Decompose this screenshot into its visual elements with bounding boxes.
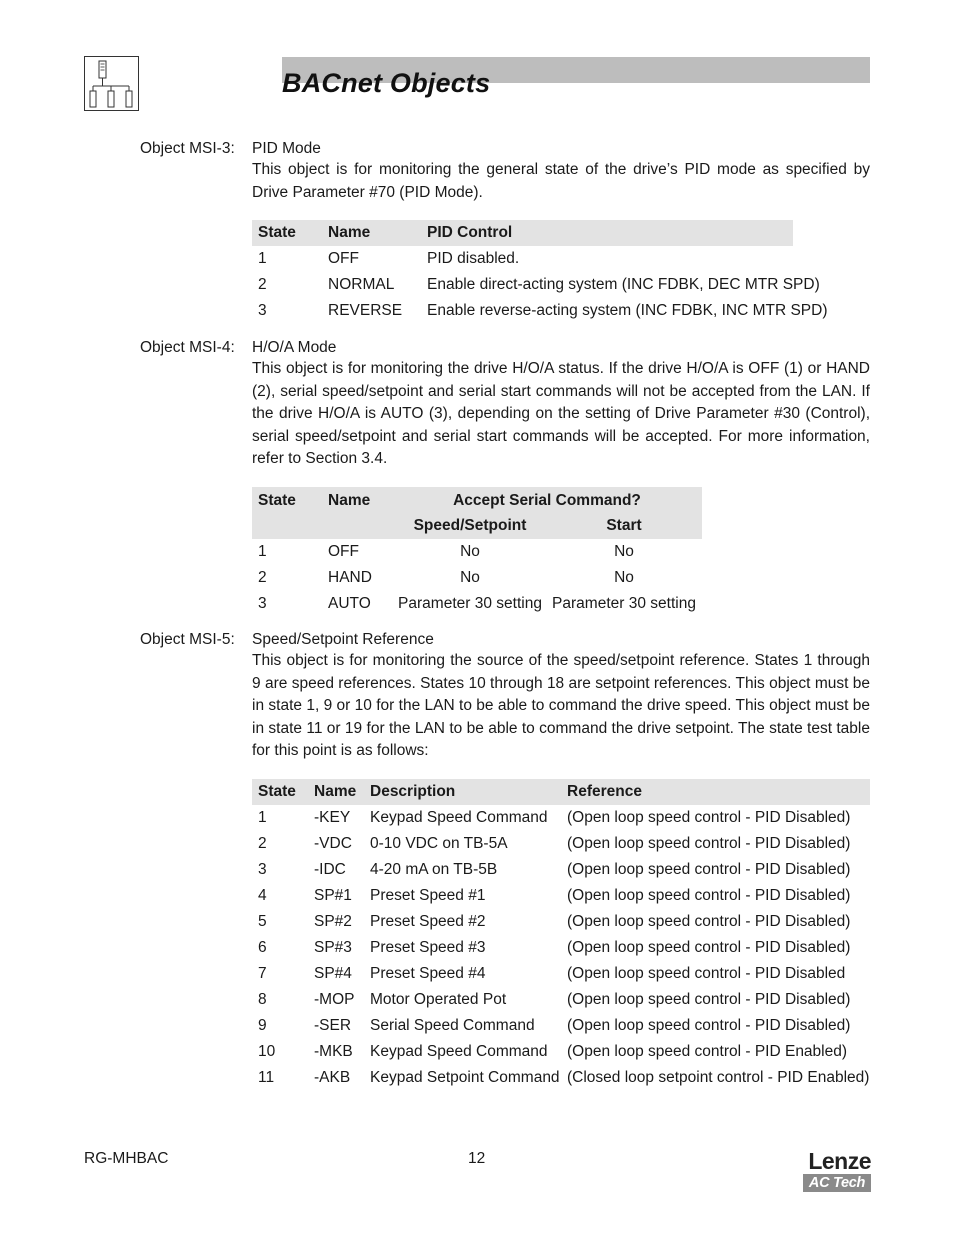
column-header-start: Start	[606, 517, 642, 534]
table-row	[252, 831, 870, 857]
logo-text: Lenze	[808, 1148, 871, 1174]
state-cell: 10	[258, 1043, 276, 1060]
table-row	[252, 298, 828, 324]
state-cell: 11	[258, 1069, 275, 1086]
column-header-state: State	[258, 492, 296, 509]
pid-control-cell: Enable reverse-acting system (INC FDBK, INC MTR SPD)	[427, 302, 828, 319]
logo-subtext: AC Tech	[803, 1174, 871, 1192]
name-cell: HAND	[328, 569, 372, 586]
state-cell: 7	[258, 965, 267, 982]
reference-cell: (Open loop speed control - PID Disabled)	[567, 991, 851, 1008]
state-cell: 2	[258, 835, 267, 852]
object-description-msi-3: This object is for monitoring the general state of the drive’s PID mode as specified by Drive Parameter #70 (PID Mode).	[252, 161, 870, 201]
table-row	[252, 1039, 870, 1065]
speed-setpoint-cell: No	[460, 543, 480, 560]
state-cell: 5	[258, 913, 267, 930]
name-cell: -SER	[314, 1017, 352, 1034]
table-row	[252, 961, 870, 987]
description-cell: Keypad Speed Command	[370, 809, 548, 826]
page-number: 12	[468, 1150, 486, 1167]
reference-cell: (Open loop speed control - PID Disabled	[567, 965, 846, 982]
document-code: RG-MHBAC	[84, 1150, 169, 1167]
state-cell: 1	[258, 250, 267, 267]
start-cell: No	[614, 543, 634, 560]
column-header-name: Name	[314, 783, 357, 800]
name-cell: -MKB	[314, 1043, 353, 1060]
state-cell: 9	[258, 1017, 267, 1034]
state-cell: 3	[258, 302, 267, 319]
column-header-speed-setpoint: Speed/Setpoint	[413, 517, 527, 534]
name-cell: -KEY	[314, 809, 351, 826]
description-cell: Preset Speed #2	[370, 913, 486, 930]
pid-control-cell: PID disabled.	[427, 250, 520, 267]
name-cell: -VDC	[314, 835, 352, 852]
state-cell: 3	[258, 861, 267, 878]
description-cell: Preset Speed #3	[370, 939, 486, 956]
name-cell: -MOP	[314, 991, 355, 1008]
object-name-msi-3: PID Mode	[252, 140, 321, 157]
name-cell: NORMAL	[328, 276, 395, 293]
state-cell: 1	[258, 809, 267, 826]
reference-cell: (Open loop speed control - PID Disabled)	[567, 1017, 851, 1034]
name-cell: OFF	[328, 543, 359, 560]
column-header-state: State	[258, 224, 296, 241]
reference-cell: (Open loop speed control - PID Disabled)	[567, 835, 851, 852]
reference-cell: (Open loop speed control - PID Disabled)	[567, 809, 851, 826]
state-cell: 8	[258, 991, 267, 1008]
object-label-msi-4: Object MSI-4:	[140, 339, 235, 356]
start-cell: Parameter 30 setting	[552, 595, 696, 612]
table-row	[252, 539, 702, 565]
name-cell: AUTO	[328, 595, 371, 612]
column-header-pid-control: PID Control	[427, 224, 513, 241]
column-header-name: Name	[328, 492, 371, 509]
reference-cell: (Open loop speed control - PID Disabled)	[567, 939, 851, 956]
table-row	[252, 805, 870, 831]
name-cell: -IDC	[314, 861, 346, 878]
object-description-msi-5: This object is for monitoring the source of the speed/setpoint reference. States 1 through 9 are speed references. States 10 through 18 are setpoint references. This object must be in state 1, 9 or 10 for the LAN to be able to command the drive speed. This object must be in state 11 or 19 for the LAN to be able to command the drive setpoint. The state test table for this point is as follows:	[252, 652, 870, 759]
reference-cell: (Open loop speed control - PID Disabled)	[567, 861, 851, 878]
state-cell: 4	[258, 887, 267, 904]
reference-cell: (Open loop speed control - PID Enabled)	[567, 1043, 848, 1060]
name-cell: SP#2	[314, 913, 352, 930]
state-cell: 2	[258, 569, 267, 586]
table-row	[252, 857, 870, 883]
state-cell: 6	[258, 939, 267, 956]
state-cell: 2	[258, 276, 267, 293]
column-header-reference: Reference	[567, 783, 642, 800]
name-cell: OFF	[328, 250, 359, 267]
description-cell: Keypad Setpoint Command	[370, 1069, 560, 1086]
object-description-msi-4: This object is for monitoring the drive H/O/A status. If the drive H/O/A is OFF (1) or HAND (2), serial speed/setpoint and serial start commands will not be accepted from the LAN. If the drive H/O/A is AUTO (3), depending on the setting of Drive Parameter #30 (Control), serial speed/setpoint and serial start commands will be accepted. For more information, refer to Section 3.4.	[252, 360, 870, 467]
description-cell: Motor Operated Pot	[370, 991, 507, 1008]
state-cell: 3	[258, 595, 267, 612]
name-cell: SP#4	[314, 965, 352, 982]
column-header-description: Description	[370, 783, 456, 800]
pid-mode-table	[252, 220, 828, 324]
description-cell: Keypad Speed Command	[370, 1043, 548, 1060]
name-cell: SP#1	[314, 887, 352, 904]
table-header-row	[252, 779, 870, 805]
table-header-row	[252, 487, 702, 539]
column-header-name: Name	[328, 224, 371, 241]
name-cell: REVERSE	[328, 302, 403, 319]
description-cell: 4-20 mA on TB-5B	[370, 861, 498, 878]
description-cell: Serial Speed Command	[370, 1017, 535, 1034]
table-row	[252, 935, 870, 961]
column-header-accept-serial-command: Accept Serial Command?	[453, 492, 641, 509]
description-cell: 0-10 VDC on TB-5A	[370, 835, 508, 852]
object-label-msi-5: Object MSI-5:	[140, 631, 235, 648]
state-cell: 1	[258, 543, 267, 560]
description-cell: Preset Speed #1	[370, 887, 486, 904]
table-row	[252, 246, 793, 272]
table-row	[252, 909, 870, 935]
table-row	[252, 987, 870, 1013]
start-cell: No	[614, 569, 634, 586]
table-header-row	[252, 220, 793, 246]
speed-setpoint-reference-table	[252, 779, 870, 1091]
object-label-msi-3: Object MSI-3:	[140, 140, 235, 157]
table-row	[252, 272, 820, 298]
description-cell: Preset Speed #4	[370, 965, 486, 982]
reference-cell: (Open loop speed control - PID Disabled)	[567, 887, 851, 904]
reference-cell: (Closed loop setpoint control - PID Enabled)	[567, 1069, 870, 1086]
table-row	[252, 1013, 870, 1039]
lenze-ac-tech-logo	[803, 1150, 871, 1192]
hoa-mode-table	[252, 487, 702, 617]
table-row	[252, 1065, 870, 1091]
speed-setpoint-cell: No	[460, 569, 480, 586]
page-title: BACnet Objects	[282, 68, 491, 98]
object-name-msi-4: H/O/A Mode	[252, 339, 337, 356]
pid-control-cell: Enable direct-acting system (INC FDBK, DEC MTR SPD)	[427, 276, 820, 293]
object-name-msi-5: Speed/Setpoint Reference	[252, 631, 434, 648]
table-row	[252, 565, 702, 591]
name-cell: -AKB	[314, 1069, 351, 1086]
table-row	[252, 883, 870, 909]
reference-cell: (Open loop speed control - PID Disabled)	[567, 913, 851, 930]
column-header-state: State	[258, 783, 296, 800]
speed-setpoint-cell: Parameter 30 setting	[398, 595, 542, 612]
table-row	[252, 591, 702, 617]
name-cell: SP#3	[314, 939, 352, 956]
network-diagram-icon	[84, 56, 139, 111]
